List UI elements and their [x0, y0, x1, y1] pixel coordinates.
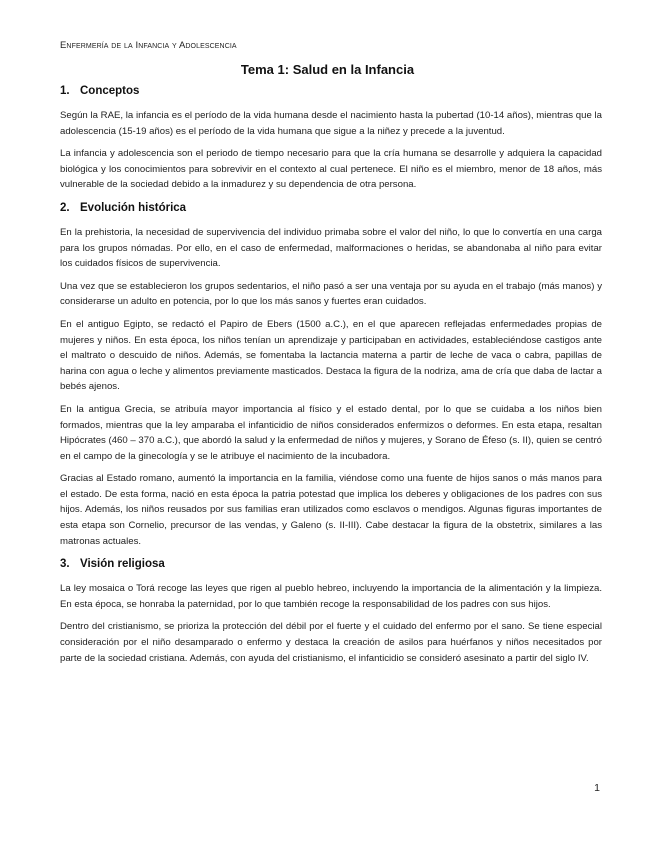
paragraph: En la prehistoria, la necesidad de supervivencia del individuo primaba sobre el valor del niño, lo que lo convertía en una carga para los grupos nómadas. Por ello, en el caso de enfermedad, malformaciones o heridas, se abandonaba al niño para evitar los cuidados físicos de supervivencia. — [60, 226, 602, 270]
section-number: 3. — [60, 558, 70, 571]
section-title: Visión religiosa — [80, 558, 165, 571]
paragraph: En la antigua Grecia, se atribuía mayor importancia al físico y el estado dental, por lo que se cuidaba a los niños bien formados, mientras que la ley amparaba el infanticidio de niños considerados enfermizos o deformes. En esta etapa, resaltan Hipócrates (460 – 370 a.C.), que abordó la salud y la enfermedad de niños y mujeres, y Sorano de Éfeso (s. II), quien se centró en el campo de la ginecología y se le atribuye el nacimiento de la incubadora. — [60, 403, 602, 462]
document-title: Tema 1: Salud en la Infancia — [240, 62, 415, 77]
section-title: Conceptos — [80, 85, 140, 97]
document-body — [60, 83, 602, 673]
section-number: 1. — [60, 85, 70, 97]
section-conceptos — [60, 83, 602, 193]
section-evolucion-historica — [60, 200, 602, 549]
section-heading — [60, 83, 602, 99]
page-number: 1 — [594, 782, 600, 794]
section-vision-religiosa — [60, 556, 602, 666]
section-title: Evolución histórica — [80, 201, 187, 214]
section-heading — [60, 200, 602, 216]
paragraph: Dentro del cristianismo, se prioriza la protección del débil por el fuerte y el cuidado del enfermo por el sano. Se tiene especial consideración por el niño desamparado o enfermo y destaca la creación de asilos para huérfanos y niños necesitados por parte de la sociedad cristiana. Además, con ayuda del cristianismo, el infanticidio se consideró asesinato a partir del siglo IV. — [60, 621, 602, 664]
paragraph: Una vez que se establecieron los grupos sedentarios, el niño pasó a ser una ventaja por su ayuda en el trabajo (más manos) y considerarse un adulto en potencia, por lo que los más sanos y fuertes eran cuidados. — [60, 280, 602, 308]
running-header: Enfermería de la Infancia y Adolescencia — [60, 40, 237, 51]
paragraph: La infancia y adolescencia son el periodo de tiempo necesario para que la cría humana se desarrolle y adquiera la capacidad biológica y los conocimientos para sobrevivir en el contexto al cual pertenece. El niño es el miembro, menor de 18 años, más vulnerable de la sociedad debido a la inmadurez y su dependencia de otra persona. — [60, 148, 602, 191]
paragraph: Gracias al Estado romano, aumentó la importancia en la familia, viéndose como una fuente de hijos sanos o más manos para el estado. De esta forma, nació en esta época la patria potestad que implica los deberes y obligaciones de los padres con sus hijos. Además, los niños reusados por sus familias eran utilizados como esclavos o mendigos. Algunas figuras importantes de esta etapa son Cornelio, precursor de las vendas, y Galeno (s. II-III). Cabe destacar la figura de la obstetrix, similares a las matronas actuales. — [60, 473, 602, 547]
section-heading — [60, 556, 602, 572]
paragraph: En el antiguo Egipto, se redactó el Papiro de Ebers (1500 a.C.), en el que aparecen reflejadas enfermedades propias de mujeres y niños. En esta época, los niños tenían un aprendizaje y participaban en actividades, estableciéndose castigos ante el maltrato o descuido de niños. Además, se fomentaba la lactancia materna a partir de leche de vaca o cabra, papillas de harina con agua o leche y alimentos previamente masticados. Destaca la figura de la nodriza, ama de cría que daba de lactar a bebés ajenos. — [60, 318, 602, 393]
paragraph: Según la RAE, la infancia es el período de la vida humana desde el nacimiento hasta la pubertad (10-14 años), mientras que la adolescencia (15-19 años) es el período de la vida humana que sigue a la niñez y precede a la juventud. — [60, 110, 602, 137]
paragraph: La ley mosaica o Torá recoge las leyes que rigen al pueblo hebreo, incluyendo la importancia de la alimentación y la limpieza. En esta época, se honraba la paternidad, por lo que también recoge la responsabilidad de los padres con sus hijos. — [60, 583, 602, 610]
section-number: 2. — [60, 201, 70, 214]
